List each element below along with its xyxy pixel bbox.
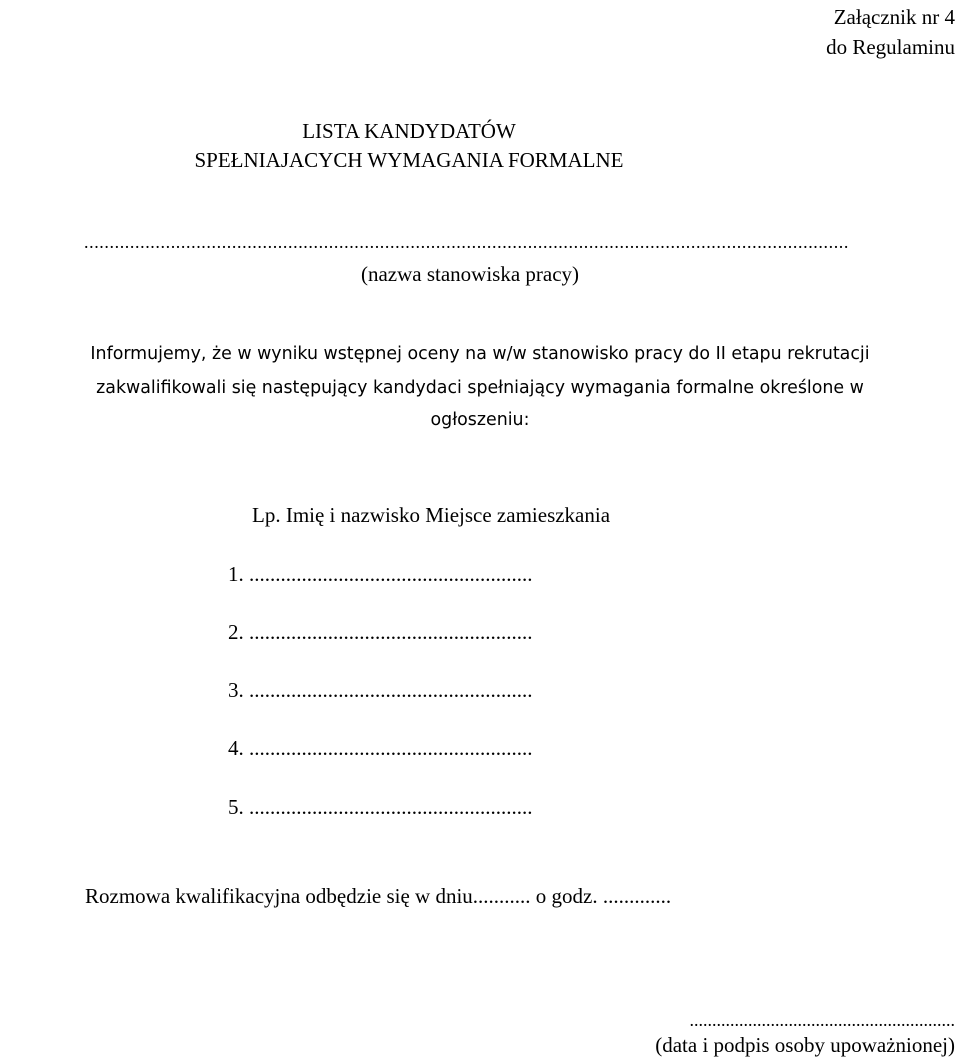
- annex-reference: [826, 2, 955, 62]
- document-title-line-2: SPEŁNIAJACYCH WYMAGANIA FORMALNE: [194, 148, 624, 172]
- candidate-row: 5. ......................................................: [228, 795, 533, 819]
- candidate-row: 3. ......................................................: [228, 678, 533, 702]
- interview-date-line: Rozmowa kwalifikacyjna odbędzie się w dniu........... o godz. .............: [85, 884, 672, 908]
- position-name-placeholder: ......................................................................................................................................................: [84, 232, 849, 252]
- signature-placeholder: ...........................................................: [689, 1010, 955, 1030]
- signature-caption: (data i podpis osoby upoważnionej): [655, 1033, 955, 1057]
- intro-paragraph-line-3: ogłoszeniu:: [430, 410, 530, 430]
- position-name-caption: (nazwa stanowiska pracy): [360, 262, 580, 286]
- annex-regulation: do Regulaminu: [826, 35, 955, 59]
- candidate-row: 1. ......................................................: [228, 562, 533, 586]
- intro-paragraph-line-1: Informujemy, że w wyniku wstępnej oceny na w/w stanowisko pracy do II etapu rekrutacji: [90, 344, 870, 364]
- intro-paragraph-line-2: zakwalifikowali się następujący kandydaci spełniający wymagania formalne określone w: [96, 378, 864, 398]
- candidate-row: 4. ......................................................: [228, 736, 533, 760]
- candidate-list-header: Lp. Imię i nazwisko Miejsce zamieszkania: [252, 503, 611, 527]
- document-title-line-1: LISTA KANDYDATÓW: [302, 119, 516, 143]
- annex-number: Załącznik nr 4: [833, 5, 955, 29]
- candidate-row: 2. ......................................................: [228, 620, 533, 644]
